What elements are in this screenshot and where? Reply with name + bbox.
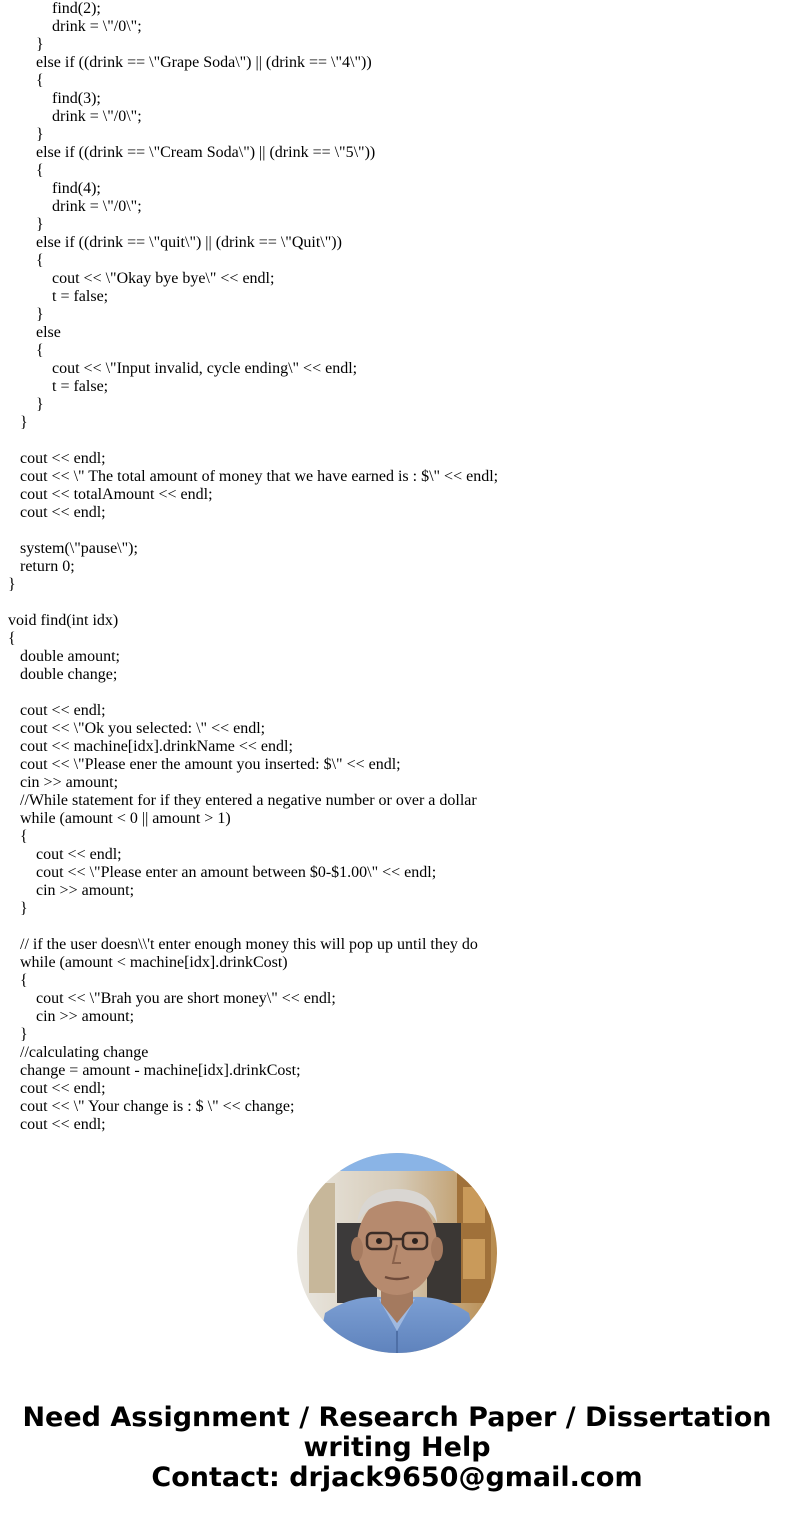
code-line: void find(int idx) [8,612,119,629]
code-line: change = amount - machine[idx].drinkCost; [20,1062,301,1079]
code-line: cout << endl; [20,450,106,467]
code-line: //calculating change [20,1044,149,1061]
code-line: // if the user doesn\\'t enter enough money this will pop up until they do [20,936,478,953]
code-line: } [36,36,44,53]
code-line: } [36,126,44,143]
code-line: cout << \" Your change is : $ \" << change; [20,1098,295,1115]
code-line: system(\"pause\"); [20,540,138,557]
portrait-photo [297,1153,497,1353]
code-line: cout << \"Okay bye bye\" << endl; [52,270,275,287]
code-line: { [36,162,44,179]
code-line: { [8,630,16,647]
code-line: } [20,900,28,917]
code-line: { [36,342,44,359]
code-line: { [20,828,28,845]
avatar [297,1153,497,1353]
code-line: cout << \"Please enter an amount between $0-$1.00\" << endl; [36,864,437,881]
code-line: cin >> amount; [20,774,119,791]
promo-headline-line1: Need Assignment / Research Paper / Dissertation [22,1402,772,1433]
code-line: else [36,324,61,341]
code-line: cout << endl; [36,846,122,863]
code-line: cout << endl; [20,504,106,521]
code-line: double change; [20,666,118,683]
code-line: } [36,306,44,323]
code-line: drink = \"/0\"; [52,108,142,125]
code-line: drink = \"/0\"; [52,198,142,215]
code-line: cout << endl; [20,1080,106,1097]
code-line: cout << \"Ok you selected: \" << endl; [20,720,266,737]
code-line: while (amount < machine[idx].drinkCost) [20,954,288,971]
code-line: cout << \" The total amount of money that we have earned is : $\" << endl; [20,468,499,485]
code-line: find(2); [52,0,101,17]
code-line: cout << endl; [20,1116,106,1133]
promo-headline-line2: writing Help [303,1432,491,1463]
code-line: cin >> amount; [36,882,135,899]
promo-contact: Contact: drjack9650@gmail.com [151,1462,643,1493]
code-line: cout << \"Brah you are short money\" << endl; [36,990,336,1007]
code-line: t = false; [52,288,109,305]
code-line: while (amount < 0 || amount > 1) [20,810,231,827]
code-line: cout << endl; [20,702,106,719]
code-line: { [20,972,28,989]
code-line: cout << \"Input invalid, cycle ending\" << endl; [52,360,358,377]
code-line: } [20,1026,28,1043]
code-line: { [36,252,44,269]
code-line: return 0; [20,558,75,575]
code-line: drink = \"/0\"; [52,18,142,35]
code-line: cout << machine[idx].drinkName << endl; [20,738,293,755]
code-line: double amount; [20,648,120,665]
code-line: cout << \"Please ener the amount you inserted: $\" << endl; [20,756,401,773]
code-line: else if ((drink == \"Grape Soda\") || (drink == \"4\")) [36,54,372,71]
code-line: cout << totalAmount << endl; [20,486,213,503]
code-line: else if ((drink == \"quit\") || (drink == \"Quit\")) [36,234,342,251]
code-line: } [36,216,44,233]
code-line: find(4); [52,180,101,197]
code-line: else if ((drink == \"Cream Soda\") || (drink == \"5\")) [36,144,376,161]
code-line: t = false; [52,378,109,395]
code-line: { [36,72,44,89]
code-line: //While statement for if they entered a negative number or over a dollar [20,792,477,809]
code-line: find(3); [52,90,101,107]
code-line: } [20,414,28,431]
promo-banner [0,1403,794,1493]
code-line: } [36,396,44,413]
code-line: cin >> amount; [36,1008,135,1025]
code-line: } [8,576,16,593]
